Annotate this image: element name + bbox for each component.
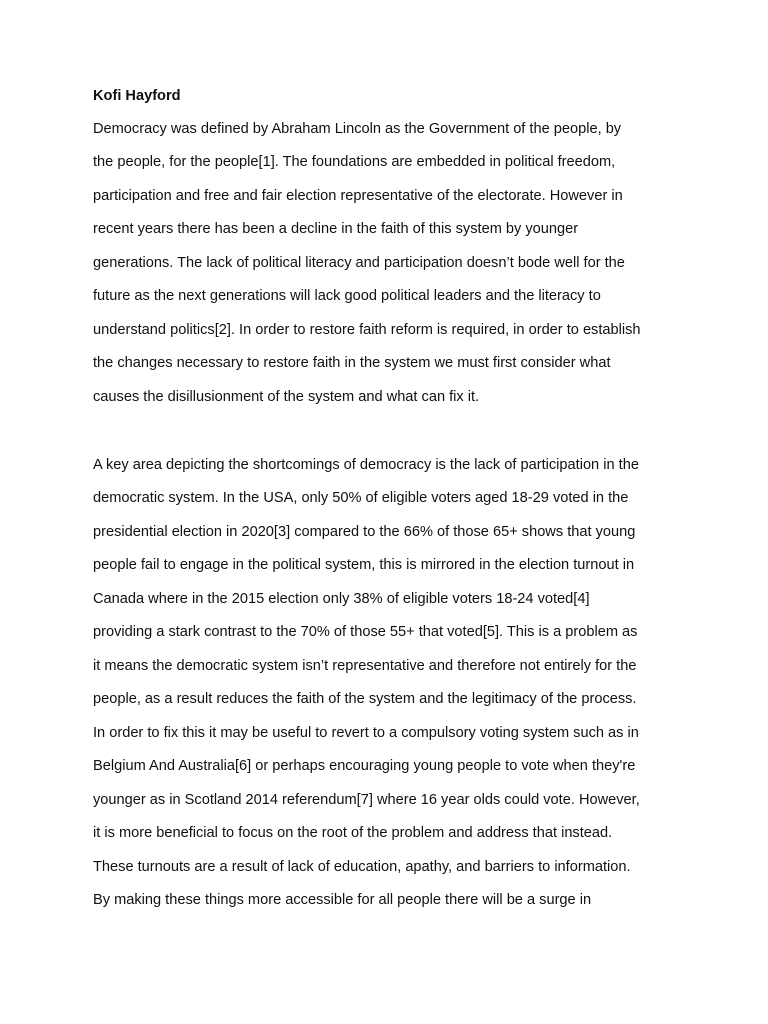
paragraph-2-line-13: These turnouts are a result of lack of education, apathy, and barriers to information. (93, 859, 631, 875)
paragraph-1-line-6: future as the next generations will lack good political leaders and the literacy to (93, 288, 601, 304)
author-name: Kofi Hayford (93, 88, 181, 104)
paragraph-2-line-1: A key area depicting the shortcomings of democracy is the lack of participation in the (93, 457, 639, 473)
paragraph-2-line-9: In order to fix this it may be useful to revert to a compulsory voting system such as in (93, 725, 639, 741)
paragraph-2-line-5: Canada where in the 2015 election only 38% of eligible voters 18-24 voted[4] (93, 591, 590, 607)
paragraph-2-line-4: people fail to engage in the political system, this is mirrored in the election turnout in (93, 557, 635, 573)
paragraph-2-line-14: By making these things more accessible for all people there will be a surge in (93, 892, 592, 908)
paragraph-2-line-2: democratic system. In the USA, only 50% of eligible voters aged 18-29 voted in the (93, 490, 629, 506)
paragraph-2-line-8: people, as a result reduces the faith of the system and the legitimacy of the process. (93, 691, 637, 707)
paragraph-1-line-3: participation and free and fair election representative of the electorate. However in (93, 188, 623, 204)
paragraph-1-line-1: Democracy was defined by Abraham Lincoln as the Government of the people, by (93, 121, 622, 137)
paragraph-1-line-2: the people, for the people[1]. The foundations are embedded in political freedom, (93, 154, 616, 170)
paragraph-2-line-3: presidential election in 2020[3] compared to the 66% of those 65+ shows that young (93, 524, 636, 540)
paragraph-1-line-5: generations. The lack of political literacy and participation doesn’t bode well for the (93, 255, 625, 271)
paragraph-2-line-10: Belgium And Australia[6] or perhaps encouraging young people to vote when they're (93, 758, 636, 774)
paragraph-2-line-11: younger as in Scotland 2014 referendum[7] where 16 year olds could vote. However, (93, 792, 640, 808)
paragraph-1-line-7: understand politics[2]. In order to restore faith reform is required, in order to establish (93, 322, 641, 338)
paragraph-2-line-12: it is more beneficial to focus on the root of the problem and address that instead. (93, 825, 613, 841)
paragraph-2-line-7: it means the democratic system isn’t representative and therefore not entirely for the (93, 658, 637, 674)
paragraph-1-line-8: the changes necessary to restore faith in the system we must first consider what (93, 355, 611, 371)
paragraph-1-line-9: causes the disillusionment of the system and what can fix it. (93, 389, 480, 405)
paragraph-1-line-4: recent years there has been a decline in the faith of this system by younger (93, 221, 579, 237)
paragraph-2-line-6: providing a stark contrast to the 70% of those 55+ that voted[5]. This is a problem as (93, 624, 638, 640)
